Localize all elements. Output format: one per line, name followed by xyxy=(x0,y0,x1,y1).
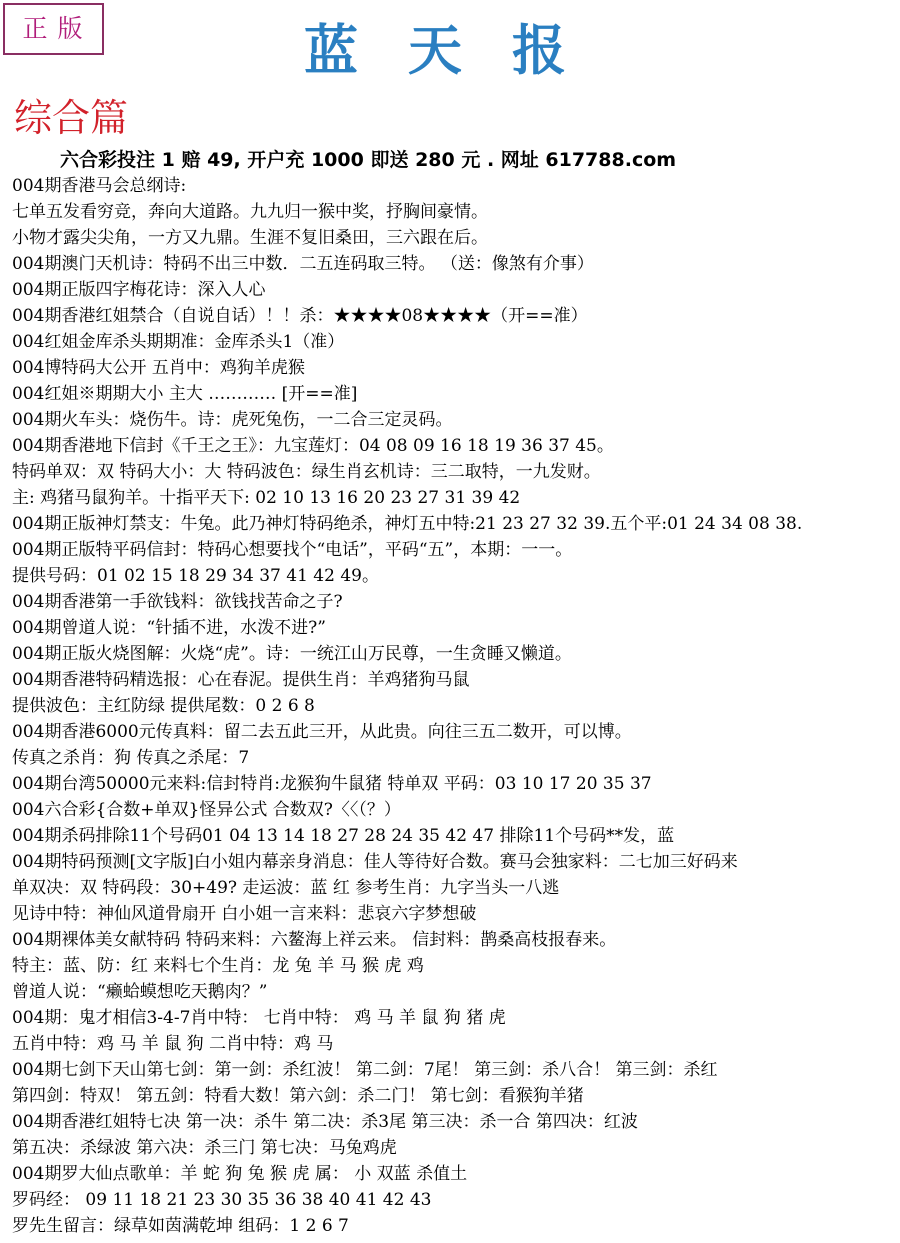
text-line: 单双决：双 特码段：30+49? 走运波：蓝 红 参考生肖：九字当头一八逃 xyxy=(12,878,560,898)
text-line: 004期台湾50000元来料:信封特肖:龙猴狗牛鼠猪 特单双 平码：03 10 17 20 35 37 xyxy=(12,774,652,794)
text-line: 004期澳门天机诗：特码不出三中数．二五连码取三特。 （送：像煞有介事） xyxy=(12,254,594,274)
text-line: 特主：蓝、防：红 来料七个生肖：龙 兔 羊 马 猴 虎 鸡 xyxy=(12,956,424,976)
text-line: 004期裸体美女献特码 特码来料：六鳌海上祥云来。 信封料：鹊桑高枝报春来。 xyxy=(12,930,617,950)
text-line: 第五决：杀绿波 第六决：杀三门 第七决：马兔鸡虎 xyxy=(12,1138,397,1158)
text-line: 曾道人说：“癞蛤蟆想吃天鹅肉？” xyxy=(12,982,268,1002)
text-line: 罗先生留言：绿草如茵满乾坤 组码：1 2 6 7 xyxy=(12,1216,349,1236)
text-line: 004期正版特平码信封：特码心想要找个“电话”，平码“五”，本期：一一。 xyxy=(12,540,573,560)
text-line: 主: 鸡猪马鼠狗羊。十指平天下: 02 10 13 16 20 23 27 31 39 42 xyxy=(12,488,521,508)
text-line: 004期：鬼才相信3-4-7肖中特： 七肖中特： 鸡 马 羊 鼠 狗 猪 虎 xyxy=(12,1008,506,1028)
newspaper-title: 蓝天报 xyxy=(304,18,616,82)
text-line: 罗码经： 09 11 18 21 23 30 35 36 38 40 41 42 43 xyxy=(12,1190,432,1210)
text-line: 004期香港特码精选报：心在春泥。提供生肖：羊鸡猪狗马鼠 xyxy=(12,670,470,690)
text-line: 提供波色：主红防绿 提供尾数：0 2 6 8 xyxy=(12,696,315,716)
text-line: 004期香港第一手欲钱料：欲钱找苦命之子? xyxy=(12,592,343,612)
text-line: 004红姐※期期大小 主大 ………… [开==准] xyxy=(12,384,358,404)
text-line: 见诗中特：神仙风道骨扇开 白小姐一言来料：悲哀六字梦想破 xyxy=(12,904,477,924)
text-line: 004六合彩{合数+单双}怪异公式 合数双?〈〈（？） xyxy=(12,800,401,820)
text-line: 004期杀码排除11个号码01 04 13 14 18 27 28 24 35 42 47 排除11个号码**发，蓝 xyxy=(12,826,675,846)
text-line: 小物才露尖尖角，一方又九鼎。生涯不复旧桑田，三六跟在后。 xyxy=(12,228,488,248)
advertisement-line: 六合彩投注 1 赔 49, 开户充 1000 即送 280 元 . 网址 617788.com xyxy=(60,149,677,171)
text-line: 004期正版火烧图解：火烧“虎”。诗：一统江山万民尊，一生贪睡又懒道。 xyxy=(12,644,572,664)
text-line: 七单五发看穷竞，奔向大道路。九九归一猴中奖，抒胸间豪情。 xyxy=(12,202,488,222)
text-line: 004期香港红姐禁合（自说自话）！！杀：★★★★08★★★★（开==准） xyxy=(12,306,588,326)
text-line: 004期火车头：烧伤牛。诗：虎死兔伤，一二合三定灵码。 xyxy=(12,410,453,430)
text-line: 004红姐金库杀头期期准：金库杀头1（准） xyxy=(12,332,345,352)
text-line: 004期香港红姐特七决 第一决：杀牛 第二决：杀3尾 第三决：杀一合 第四决：红波 xyxy=(12,1112,638,1132)
text-line: 004期香港马会总纲诗: xyxy=(12,176,187,196)
text-line: 004期香港地下信封《千王之王》：九宝莲灯：04 08 09 16 18 19 36 37 45。 xyxy=(12,436,614,456)
text-line: 传真之杀肖：狗 传真之杀尾：7 xyxy=(12,748,250,768)
text-line: 004期罗大仙点歌单：羊 蛇 狗 兔 猴 虎 属： 小 双蓝 杀值土 xyxy=(12,1164,468,1184)
text-line: 004期七剑下天山第七剑：第一剑：杀红波！ 第二剑：7尾！ 第三剑：杀八合！ 第三剑：杀红 xyxy=(12,1060,718,1080)
text-line: 004博特码大公开 五肖中：鸡狗羊虎猴 xyxy=(12,358,305,378)
text-line: 第四剑：特双！ 第五剑：特看大数！第六剑：杀二门！ 第七剑：看猴狗羊猪 xyxy=(12,1086,584,1106)
text-line: 五肖中特：鸡 马 羊 鼠 狗 二肖中特：鸡 马 xyxy=(12,1034,334,1054)
text-line: 004期曾道人说：“针插不进，水泼不进?” xyxy=(12,618,326,638)
text-line: 004期正版神灯禁支：牛兔。此乃神灯特码绝杀，神灯五中特:21 23 27 32 39.五个平:01 24 34 08 38. xyxy=(12,514,803,534)
text-line: 特码单双：双 特码大小：大 特码波色：绿生肖玄机诗：三二取特，一九发财。 xyxy=(12,462,601,482)
content-lines xyxy=(12,173,900,1239)
section-heading: 综合篇 xyxy=(14,96,129,140)
authentic-stamp: 正版 xyxy=(3,3,104,55)
text-line: 004期正版四字梅花诗：深入人心 xyxy=(12,280,266,300)
text-line: 004期特码预测[文字版]白小姐内幕亲身消息：佳人等待好合数。赛马会独家料：二七加三好码来 xyxy=(12,852,738,872)
text-line: 提供号码：01 02 15 18 29 34 37 41 42 49。 xyxy=(12,566,379,586)
text-line: 004期香港6000元传真料：留二去五此三开，从此贵。向往三五二数开，可以博。 xyxy=(12,722,632,742)
